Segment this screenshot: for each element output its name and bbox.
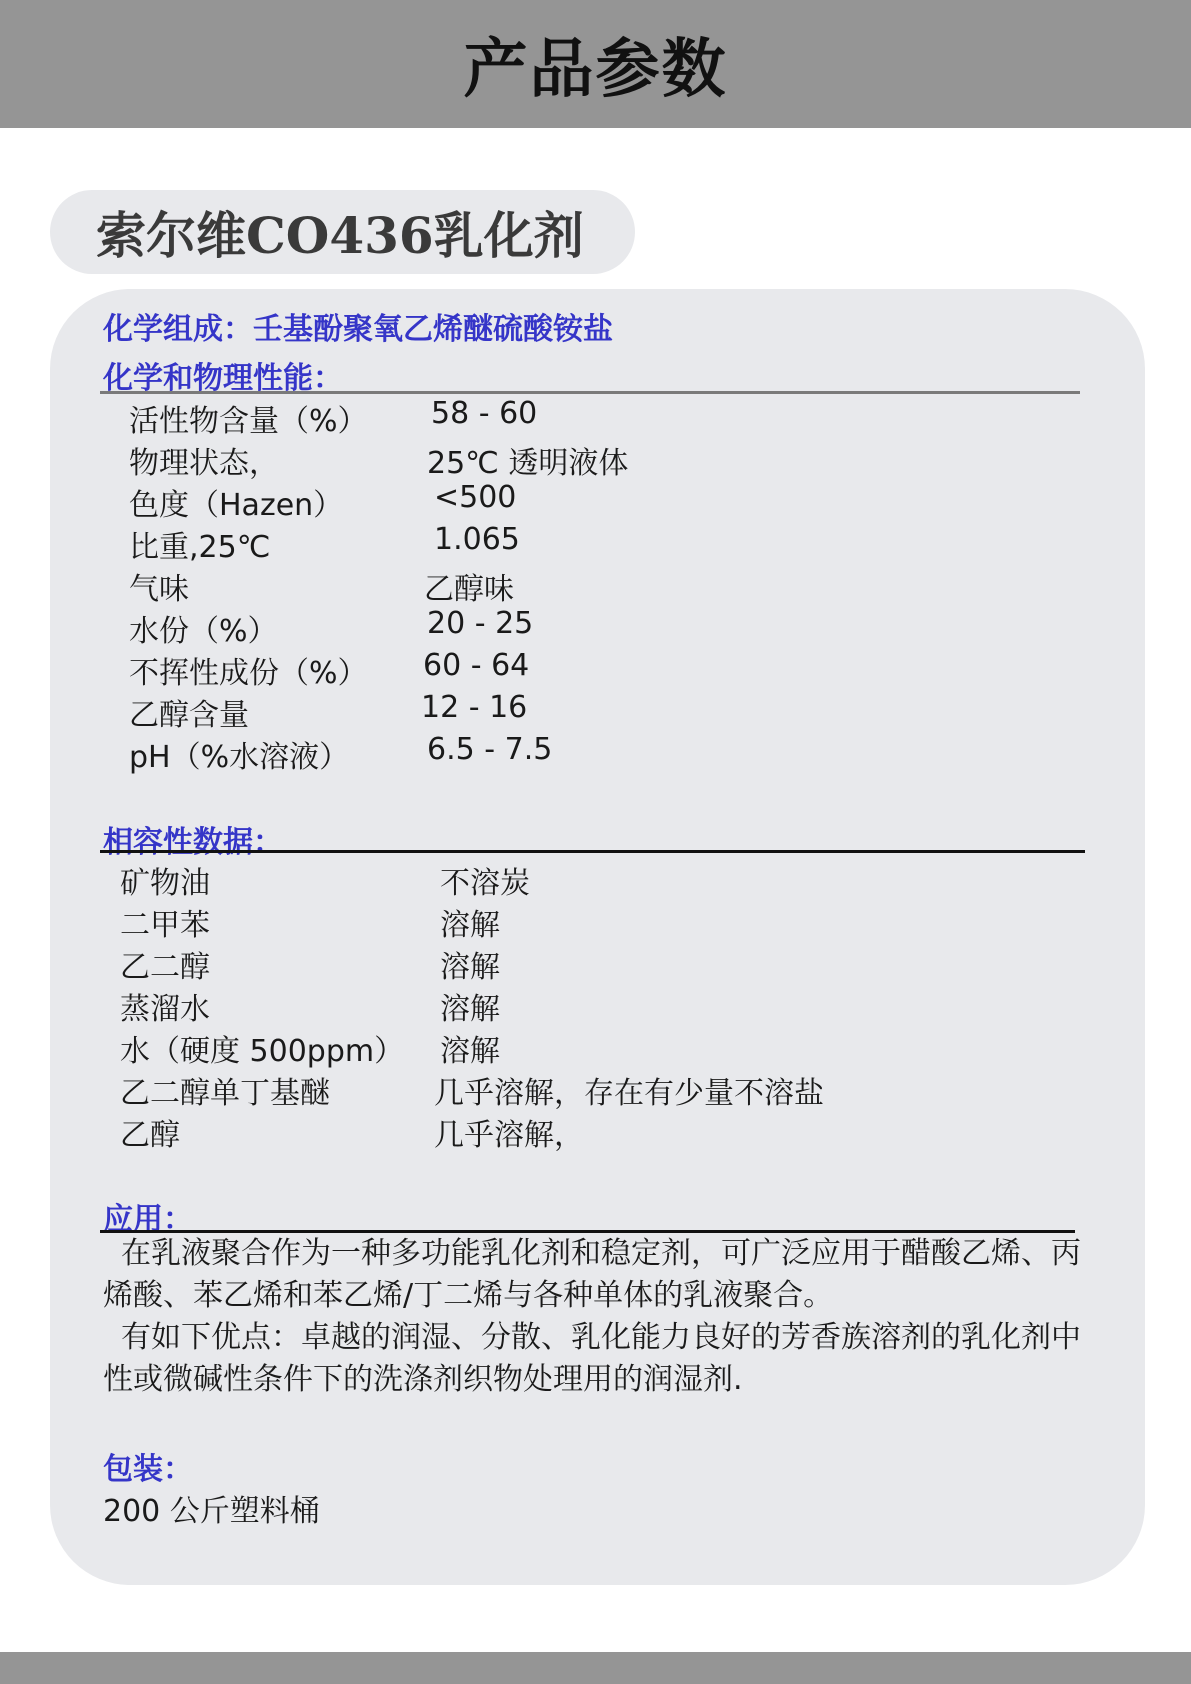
solubility-value: 溶解 xyxy=(440,908,500,943)
packaging-title: 包装： xyxy=(103,1452,193,1487)
property-key: 活性物含量（%） xyxy=(129,404,368,439)
property-key: pH（%水溶液） xyxy=(129,740,350,775)
property-value: 58 - 60 xyxy=(431,396,538,431)
compatibility-divider xyxy=(100,850,1085,853)
solubility-value: 溶解 xyxy=(440,1034,500,1069)
header-bar xyxy=(0,0,1191,128)
solubility-value: 几乎溶解， xyxy=(434,1118,584,1153)
property-value: 1.065 xyxy=(434,522,520,557)
solubility-value: 几乎溶解，存在有少量不溶盐 xyxy=(434,1076,824,1111)
solvent-name: 二甲苯 xyxy=(120,908,210,943)
solvent-name: 乙二醇 xyxy=(120,950,210,985)
property-key: 乙醇含量 xyxy=(129,698,249,733)
property-value: 12 - 16 xyxy=(421,690,528,725)
property-value: 6.5 - 7.5 xyxy=(427,732,553,767)
footer-bar xyxy=(0,1652,1191,1684)
property-key: 色度（Hazen） xyxy=(129,488,344,523)
property-key: 比重,25℃ xyxy=(129,530,271,565)
page-title: 产品参数 xyxy=(463,33,728,107)
application-title: 应用： xyxy=(103,1202,193,1237)
property-key: 气味 xyxy=(129,572,189,607)
solvent-name: 水（硬度 500ppm） xyxy=(120,1034,405,1069)
product-name: 索尔维CO436乳化剂 xyxy=(96,206,584,265)
application-text xyxy=(103,1233,1103,1401)
solubility-value: 不溶炭 xyxy=(440,866,530,901)
property-value: 乙醇味 xyxy=(424,572,514,607)
property-value: 25℃ 透明液体 xyxy=(427,446,629,481)
property-value: <500 xyxy=(434,480,517,515)
composition-label: 化学组成：壬基酚聚氧乙烯醚硫酸铵盐 xyxy=(103,312,613,347)
property-key: 物理状态， xyxy=(129,446,279,481)
properties-title: 化学和物理性能： xyxy=(103,361,343,396)
properties-divider xyxy=(100,391,1080,394)
property-key: 水份（%） xyxy=(129,614,278,649)
application-paragraph: 在乳液聚合作为一种多功能乳化剂和稳定剂，可广泛应用于醋酸乙烯、丙烯酸、苯乙烯和苯乙烯/丁二烯与各种单体的乳液聚合。 xyxy=(103,1236,1081,1313)
solvent-name: 矿物油 xyxy=(120,866,210,901)
solubility-value: 溶解 xyxy=(440,950,500,985)
solvent-name: 乙醇 xyxy=(120,1118,180,1153)
packaging-value: 200 公斤塑料桶 xyxy=(103,1494,320,1529)
property-value: 20 - 25 xyxy=(427,606,534,641)
solvent-name: 乙二醇单丁基醚 xyxy=(120,1076,330,1111)
property-value: 60 - 64 xyxy=(423,648,530,683)
compatibility-title: 相容性数据： xyxy=(103,825,283,860)
product-name-pill xyxy=(50,190,635,274)
property-key: 不挥性成份（%） xyxy=(129,656,368,691)
solvent-name: 蒸溜水 xyxy=(120,992,210,1027)
application-paragraph: 有如下优点：卓越的润湿、分散、乳化能力良好的芳香族溶剂的乳化剂中性或微碱性条件下的洗涤剂织物处理用的润湿剂. xyxy=(103,1320,1081,1397)
solubility-value: 溶解 xyxy=(440,992,500,1027)
